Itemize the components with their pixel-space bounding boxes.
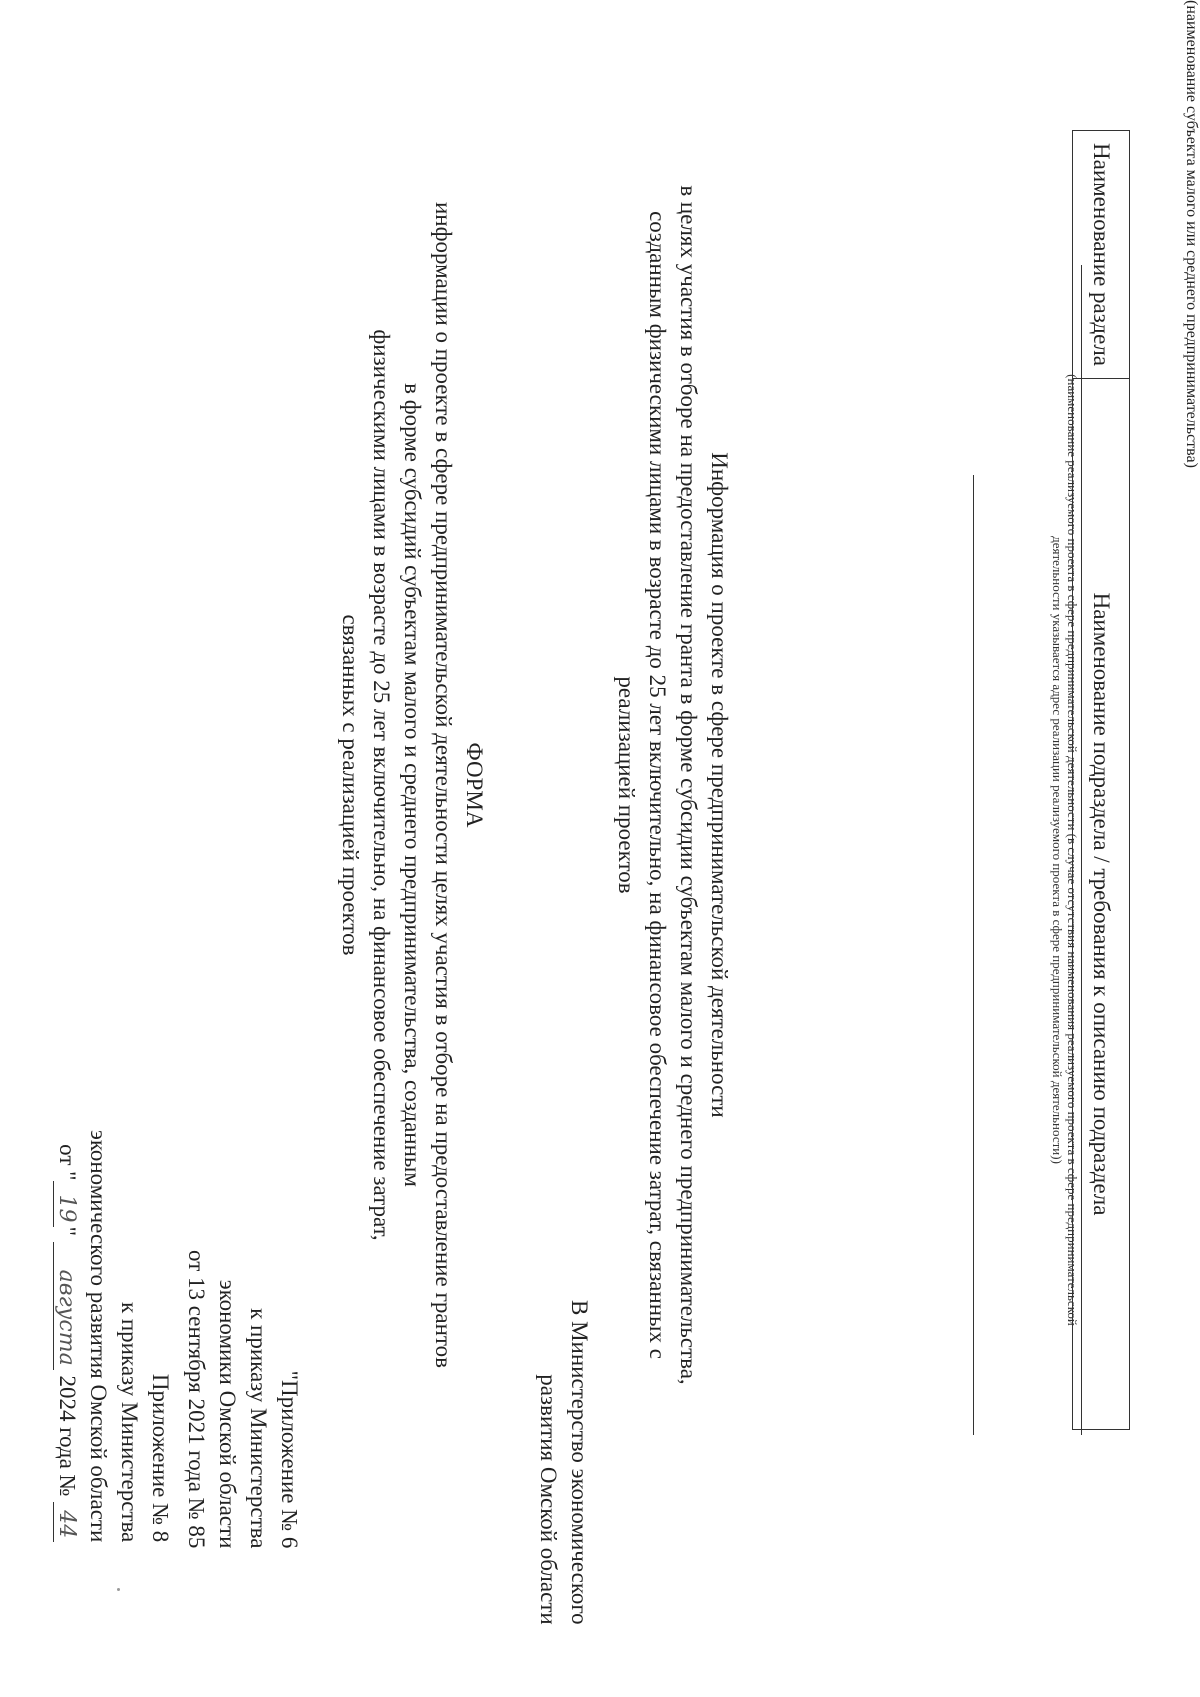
- handwritten-order-number: 44: [53, 1502, 78, 1542]
- info-title-line-2: в целях участия в отборе на предоставление гранта в форме субсидии субъектам малого и среднего предпринимательства,: [676, 185, 701, 1385]
- form-title-line-2: в форме субсидий субъектам малого и среднего предпринимательства, созданным: [400, 383, 425, 1187]
- appendix-8-header: [52, 1130, 176, 1542]
- project-caption-line-1: (наименование реализуемого проекта в сфере предпринимательской деятельности (в случае отсутствия наименования реализуемого проекта в сфере предпринимательской: [1065, 374, 1080, 1326]
- scan-speck: [117, 1588, 120, 1591]
- form-title-line-3: физическими лицами в возрасте до 25 лет включительно, на финансовое обеспечение затрат,: [369, 329, 394, 1241]
- appendix-6-number: "Приложение № 6: [277, 1370, 302, 1549]
- appendix-6-date: от 13 сентября 2021 года № 85: [184, 1250, 209, 1549]
- form-title-line-1: информации о проекте в сфере предпринимательской деятельности целях участия в отборе на предоставление грантов: [431, 201, 456, 1369]
- appendix-8-order-ref: к приказу Министерства: [117, 1301, 142, 1543]
- section-name-header: Наименование раздела: [1073, 131, 1130, 379]
- form-heading: ФОРМА: [462, 742, 487, 828]
- appendix-8-date-line: [52, 1130, 83, 1542]
- sections-table: [1072, 130, 1130, 1430]
- subsection-name-header: Наименование подраздела / требования к описанию подраздела: [1073, 379, 1130, 1430]
- form-title-block: [335, 140, 490, 1430]
- table-header-row: [1073, 131, 1130, 1430]
- addressee-line-2: развития Омской области: [536, 1374, 561, 1625]
- appendix-8-number: Приложение № 8: [148, 1373, 173, 1543]
- addressee-block: [533, 1300, 595, 1625]
- date-prefix: от ": [55, 1144, 80, 1181]
- info-title-line-4: реализацией проектов: [614, 676, 639, 894]
- appendix-6-header: [181, 1250, 305, 1548]
- project-caption-line-2: деятельности указывается адрес реализации реализуемого проекта в сфере предпринимательской деятельности)): [1050, 536, 1065, 1164]
- handwritten-month: августа: [53, 1242, 78, 1370]
- appendix-6-ministry: экономики Омской области: [215, 1279, 240, 1549]
- info-title-line-1: Информация о проекте в сфере предпринимательской деятельности: [707, 452, 732, 1118]
- date-quote: ": [55, 1226, 80, 1236]
- info-title-block: [611, 140, 735, 1430]
- info-title-line-3: созданным физическими лицами в возрасте до 25 лет включительно, на финансовое обеспечение затрат, связанных с: [645, 211, 670, 1359]
- handwritten-day: 19: [53, 1181, 78, 1227]
- subject-name-line: [973, 475, 974, 1435]
- form-title-line-4: связанных с реализацией проектов: [338, 614, 363, 956]
- appendix-6-order-ref: к приказу Министерства: [246, 1308, 271, 1549]
- addressee-line-1: В Министерство экономического: [567, 1300, 592, 1625]
- appendix-8-ministry: экономического развития Омской области: [86, 1130, 111, 1543]
- subject-name-caption: (наименование субъекта малого или среднего предпринимательства): [1183, 0, 1200, 468]
- date-year: 2024 года №: [55, 1375, 80, 1497]
